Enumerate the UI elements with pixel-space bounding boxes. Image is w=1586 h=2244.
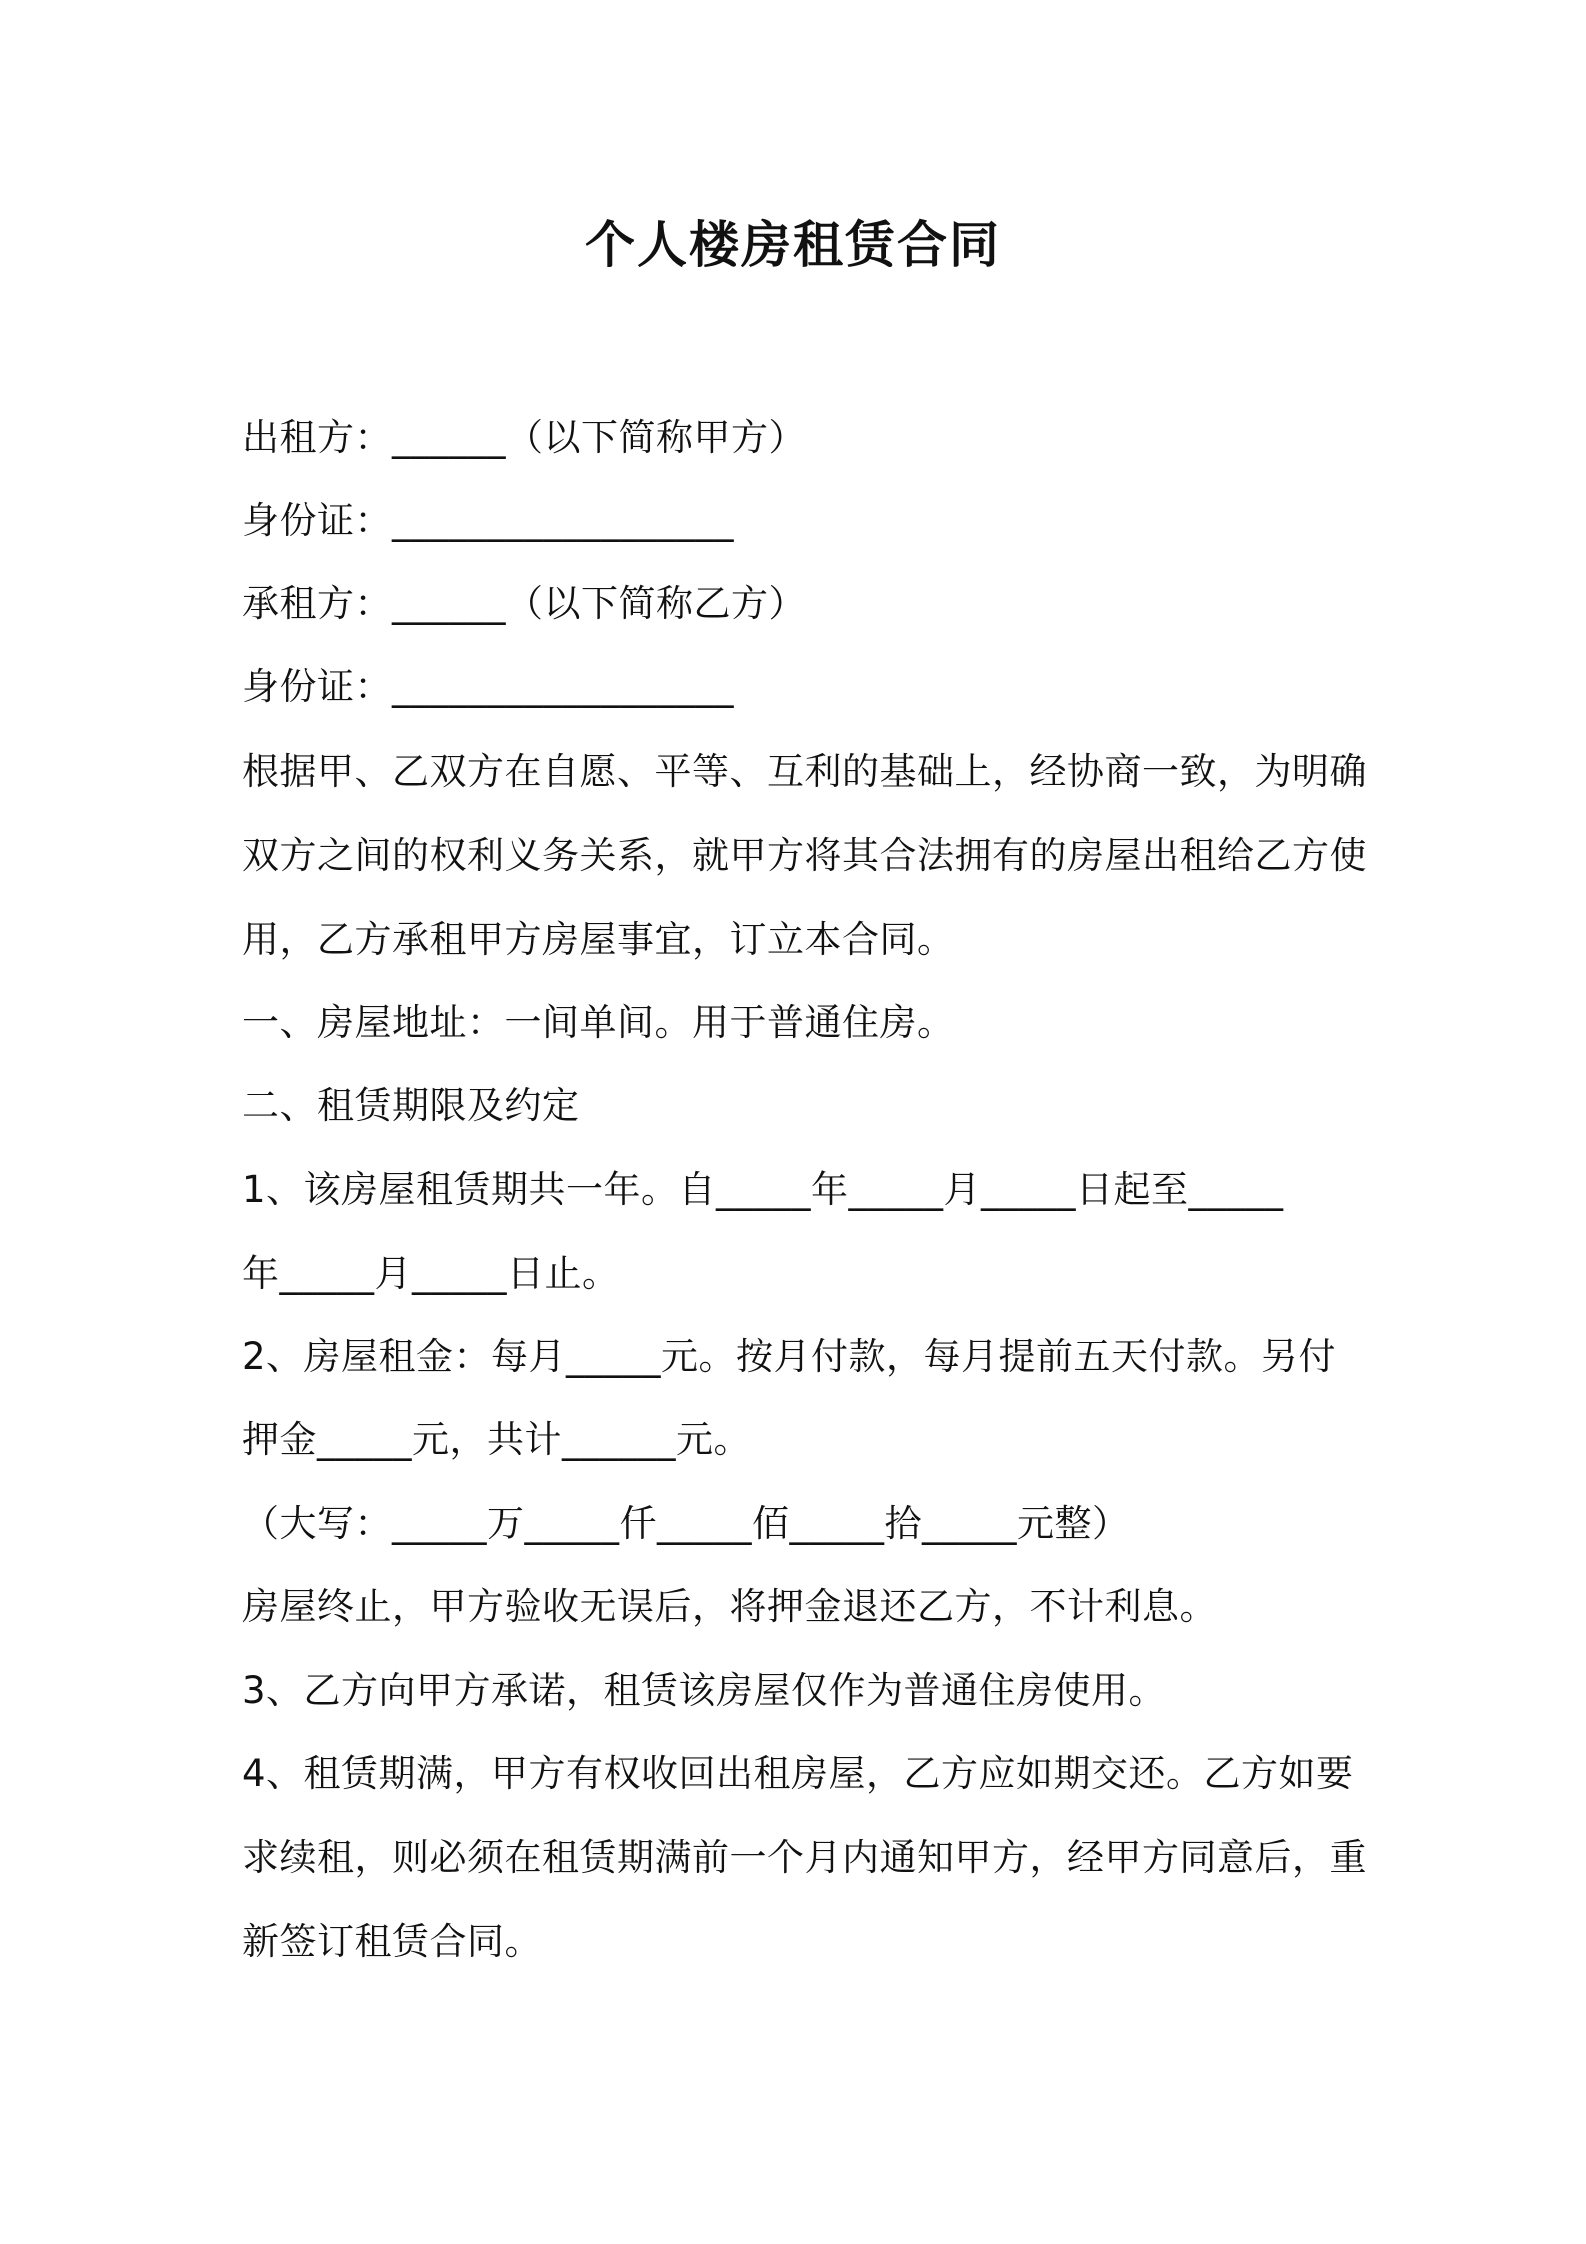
term-line-1: 1、该房屋租赁期共一年。自_____年_____月_____日起至_____ <box>242 1168 1284 1211</box>
term-line-2: 年_____月_____日止。 <box>242 1252 620 1295</box>
renewal-line-3: 新签订租赁合同。 <box>242 1920 542 1963</box>
intro-line-2: 双方之间的权利义务关系，就甲方将其合法拥有的房屋出租给乙方使 <box>242 834 1367 877</box>
section-1-address: 一、房屋地址：一间单间。用于普通住房。 <box>242 1001 955 1044</box>
lessee-id-line: 身份证：__________________ <box>242 665 734 708</box>
rent-line-1: 2、房屋租金：每月_____元。按月付款，每月提前五天付款。另付 <box>242 1335 1337 1378</box>
deposit-return-line: 房屋终止，甲方验收无误后，将押金退还乙方，不计利息。 <box>242 1585 1217 1628</box>
document-title: 个人楼房租赁合同 <box>585 216 1001 274</box>
section-2-heading: 二、租赁期限及约定 <box>242 1084 580 1127</box>
usage-commitment-line: 3、乙方向甲方承诺，租赁该房屋仅作为普通住房使用。 <box>242 1669 1167 1712</box>
lessee-line: 承租方：______（以下简称乙方） <box>242 582 806 625</box>
renewal-line-1: 4、租赁期满，甲方有权收回出租房屋，乙方应如期交还。乙方如要 <box>242 1752 1354 1795</box>
lessor-id-line: 身份证：__________________ <box>242 499 734 542</box>
renewal-line-2: 求续租，则必须在租赁期满前一个月内通知甲方，经甲方同意后，重 <box>242 1836 1367 1879</box>
intro-line-1: 根据甲、乙双方在自愿、平等、互利的基础上，经协商一致，为明确 <box>242 750 1367 793</box>
rent-line-2: 押金_____元，共计______元。 <box>242 1418 751 1461</box>
lessor-line: 出租方：______（以下简称甲方） <box>242 416 806 459</box>
intro-line-3: 用，乙方承租甲方房屋事宜，订立本合同。 <box>242 918 955 961</box>
rent-amount-uppercase: （大写：_____万_____仟_____佰_____拾_____元整） <box>242 1502 1130 1545</box>
